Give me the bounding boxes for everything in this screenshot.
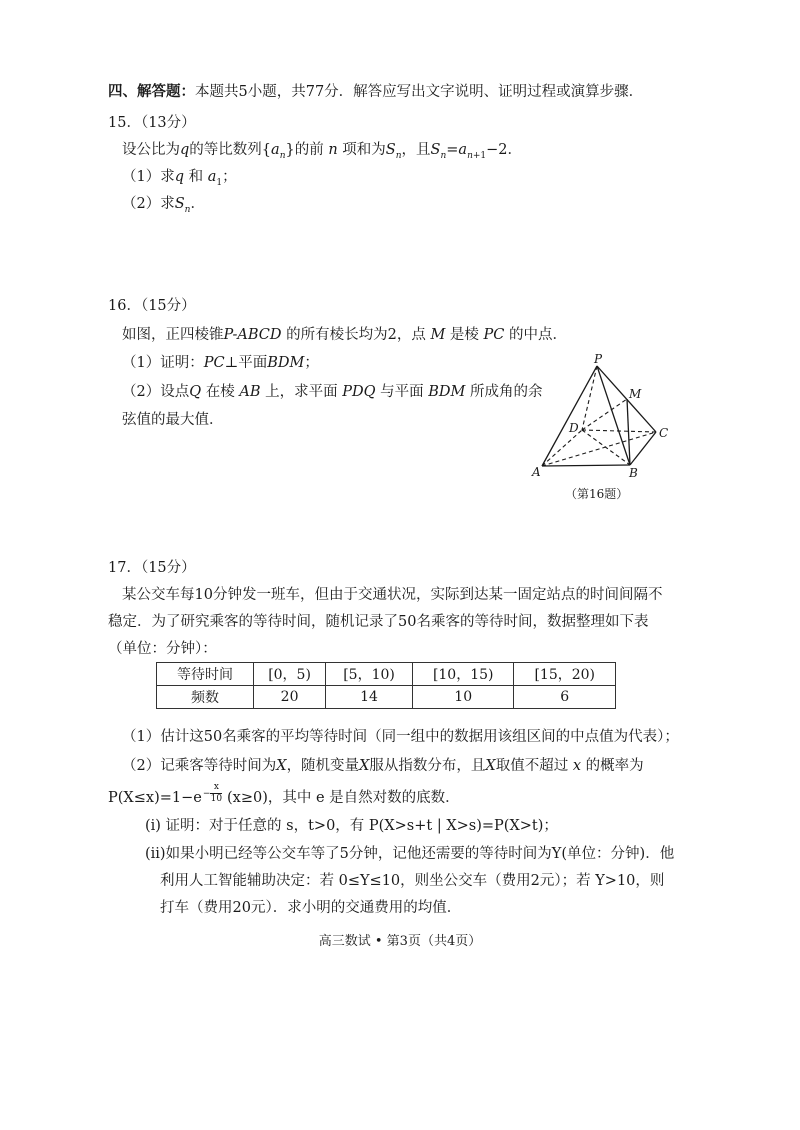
table-cell: 20 [254,686,326,709]
q15-stem: 设公比为q的等比数列$\{a_n\}$的前 n 项和为$S_n$，且$S_n=a_{n+1}-2$． [122,142,523,161]
frequency-table [156,662,616,709]
edge-PA [542,366,597,466]
table-cell: 14 [326,686,413,709]
pyramid-figure [525,350,685,500]
q16-part2-cont: 弦值的最大值． [122,412,224,428]
q15-part1: （1）求q 和 $a_1$； [122,169,237,188]
q15-part2: （2）求$S_n$． [122,196,205,215]
label-P: P [594,352,603,366]
label-A: A [532,465,541,479]
q17-part1: （1）估计这50名乘客的平均等待时间（同一组中的数据用该组区间的中点值为代表）； [122,729,679,745]
segment-AC [542,432,656,466]
label-D: D [569,421,579,435]
edge-BC [630,432,656,465]
edge-PB [597,366,630,465]
page-footer: 高三数试 • 第3页（共4页） [318,934,482,949]
edge-PD [582,366,597,430]
table-cell: [10，15) [412,663,514,686]
exponent-fraction: − $\frac{x}{10}$ [202,782,223,804]
table-cell: 频数 [157,686,254,709]
q16-stem: 如图，正四棱锥P-ABCD 的所有棱长均为2，点 M 是棱 PC 的中点． [122,327,567,343]
label-C: C [659,426,669,440]
table-row [157,686,616,709]
q17-header: 17．（15分） [108,560,196,576]
segment-BM [627,399,630,465]
table-cell: [5，10) [326,663,413,686]
q17-stem-line3: （单位：分钟）： [108,641,217,657]
q17-sub-ii-line3: 打车（费用20元）．求小明的交通费用的均值． [160,900,462,916]
segment-DM [582,399,627,430]
q17-part2-line1: （2）记乘客等待时间为X，随机变量X服从指数分布，且X取值不超过 x 的概率为 [122,758,644,774]
section-instruction: 本题共5小题，共77分．解答应写出文字说明、证明过程或演算步骤． [195,84,644,100]
label-B: B [629,466,638,480]
q17-sub-ii-line1: (ii)如果小明已经等公交车等了5分钟，记他还需要的等待时间为Y(单位：分钟)．他 [145,846,675,862]
table-cell: 6 [514,686,616,709]
edge-PC [597,366,656,432]
q16-header: 16．（15分） [108,298,196,314]
table-row [157,663,616,686]
table-cell: 10 [412,686,514,709]
q17-sub-ii-line2: 利用人工智能辅助决定：若 0≤Y≤10，则坐公交车（费用2元）；若 Y>10，则 [160,873,665,889]
table-cell: [15，20) [514,663,616,686]
table-cell: 等待时间 [157,663,254,686]
q17-sub-i: (i) 证明：对于任意的 s，t>0，有 P(X>s+t | X>s)=P(X>t)； [145,818,558,834]
q17-stem-line1: 某公交车每10分钟发一班车，但由于交通状况，实际到达某一固定站点的时间间隔不 [122,587,663,603]
edge-AD [542,430,582,466]
table-cell: [0，5) [254,663,326,686]
q15-header: 15．（13分） [108,115,196,131]
label-M: M [629,387,642,401]
q17-stem-line2: 稳定．为了研究乘客的等待时间，随机记录了50名乘客的等待时间，数据整理如下表 [108,614,649,630]
segment-DB [582,430,630,465]
q16-part1: （1）证明：PC⊥平面BDM； [122,355,319,371]
edge-AB [542,465,630,466]
section-heading: 四、解答题： [108,83,195,100]
section-heading-line [108,80,643,101]
q17-part2-line2: P(X≤x)=1−e− $\frac{x}{10}$ (x≥0)，其中 e 是自然对数的底数． [108,782,460,806]
figure-caption: （第16题） [565,487,629,501]
q16-part2: （2）设点Q 在棱 AB 上，求平面 PDQ 与平面 BDM 所成角的余 [122,384,543,400]
